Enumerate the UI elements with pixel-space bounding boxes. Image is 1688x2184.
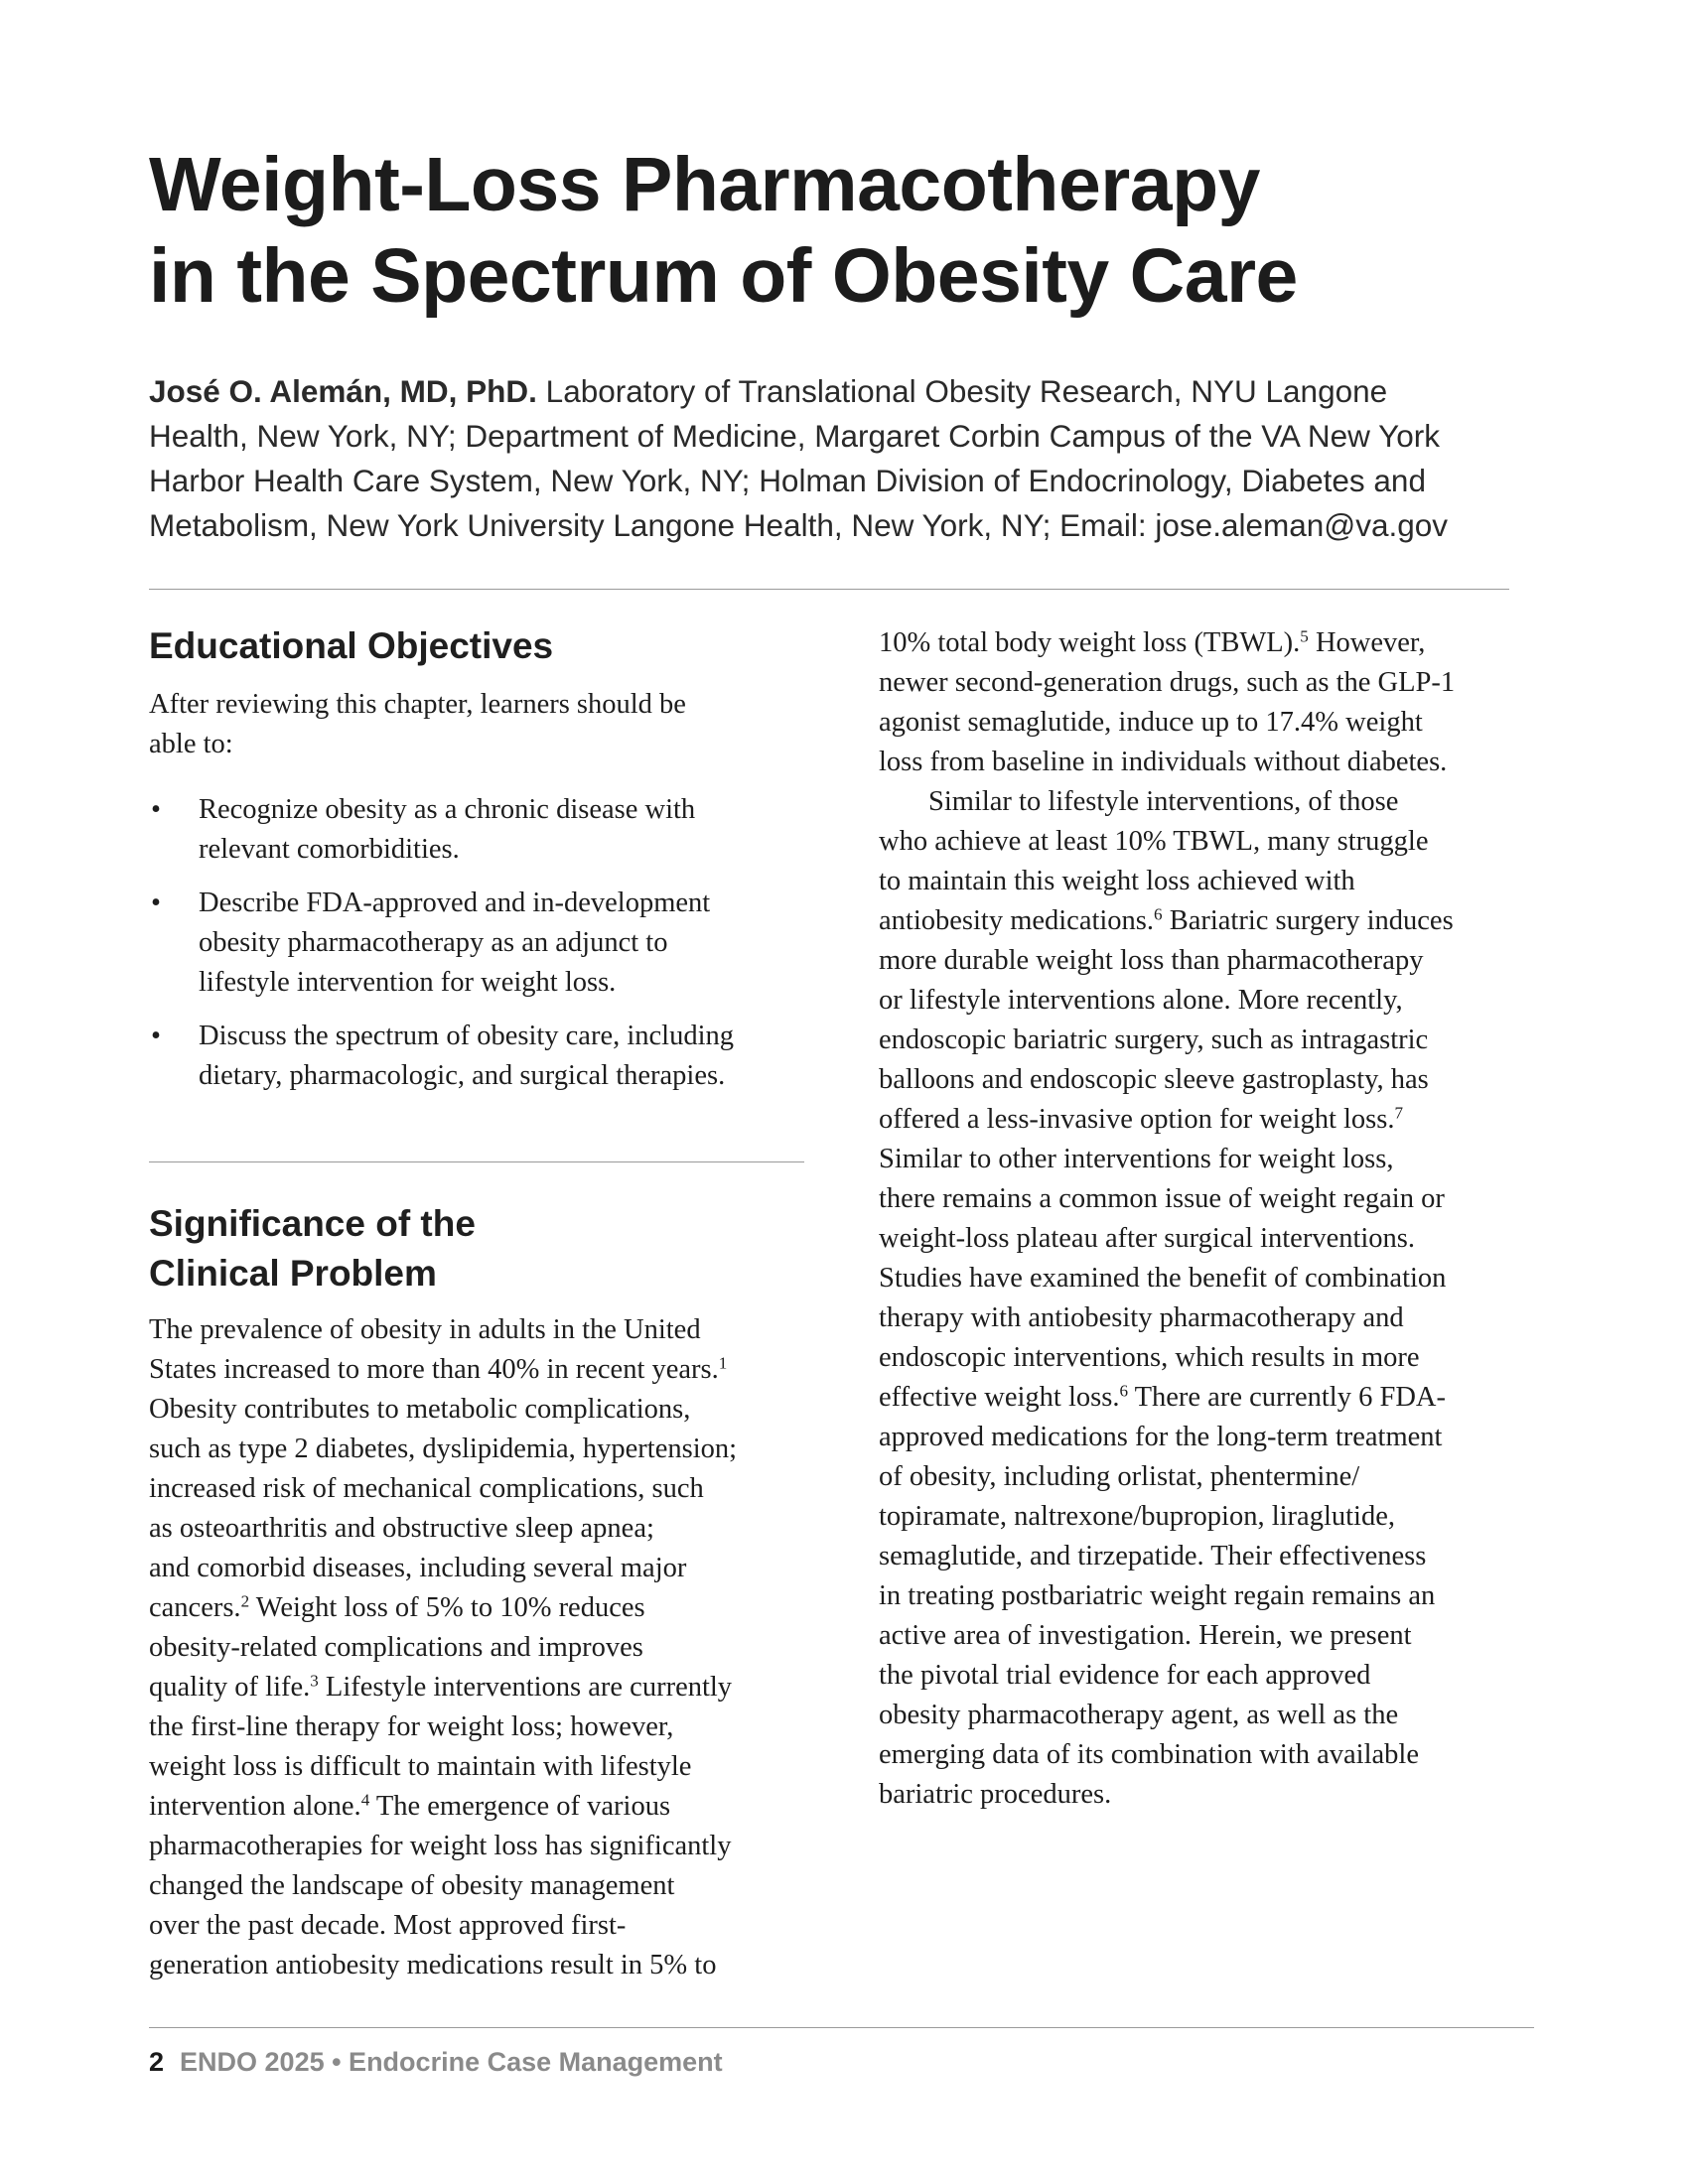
article-title <box>149 139 1559 322</box>
citation-number: 1 <box>718 1353 728 1373</box>
body-line: there remains a common issue of weight regain or <box>879 1183 1445 1214</box>
objectives-intro-line: After reviewing this chapter, learners should be <box>149 689 686 720</box>
body-line: loss from baseline in individuals without diabetes. <box>879 747 1448 777</box>
significance-body-right <box>879 623 1455 1815</box>
page-footer <box>149 2047 723 2078</box>
body-line: Obesity contributes to metabolic complications, <box>149 1394 691 1425</box>
body-line: the first-line therapy for weight loss; however, <box>149 1711 674 1742</box>
body-line: such as type 2 diabetes, dyslipidemia, hypertension; <box>149 1433 738 1464</box>
header-divider <box>149 589 1509 590</box>
body-line: in treating postbariatric weight regain remains an <box>879 1580 1436 1611</box>
body-line: semaglutide, and tirzepatide. Their effectiveness <box>879 1541 1427 1571</box>
citation-number: 2 <box>240 1591 250 1611</box>
body-line: who achieve at least 10% TBWL, many struggle <box>879 826 1429 857</box>
body-line: the pivotal trial evidence for each approved <box>879 1660 1371 1691</box>
body-line: over the past decade. Most approved first- <box>149 1910 627 1941</box>
bullet-icon: • <box>151 887 161 918</box>
body-line: cancers.$^2$ Weight loss of 5% to 10% reduces <box>149 1591 645 1623</box>
objective-item: • Discuss the spectrum of obesity care, including dietary, pharmacologic, and surgical therapies. <box>149 1017 824 1096</box>
author-affiliation-line-3: Harbor Health Care System, New York, NY; Holman Division of Endocrinology, Diabetes and <box>149 463 1426 498</box>
body-line: more durable weight loss than pharmacotherapy <box>879 945 1424 976</box>
objectives-intro <box>149 685 686 764</box>
body-line: active area of investigation. Herein, we present <box>879 1620 1412 1651</box>
body-line: intervention alone.$^4$ The emergence of various <box>149 1790 671 1822</box>
author-affiliation-line-4: Metabolism, New York University Langone Health, New York, NY; Email: jose.aleman@va.gov <box>149 507 1449 543</box>
body-line: quality of life.$^3$ Lifestyle interventions are currently <box>149 1671 733 1703</box>
objective-item: • Recognize obesity as a chronic disease with relevant comorbidities. <box>149 790 824 870</box>
citation-number: 5 <box>1300 626 1309 646</box>
body-line: therapy with antiobesity pharmacotherapy and <box>879 1302 1404 1333</box>
body-line: pharmacotherapies for weight loss has significantly <box>149 1831 732 1861</box>
body-line: antiobesity medications.$^6$ Bariatric surgery induces <box>879 904 1454 936</box>
citation-number: 7 <box>1394 1103 1404 1123</box>
body-line: balloons and endoscopic sleeve gastroplasty, has <box>879 1064 1429 1095</box>
objective-item: • Describe FDA-approved and in-development obesity pharmacotherapy as an adjunct to lifestyle intervention for weight loss. <box>149 884 824 1003</box>
page-number: 2 <box>149 2047 165 2077</box>
body-line: emerging data of its combination with available <box>879 1739 1419 1770</box>
objectives-heading: Educational Objectives <box>149 625 554 666</box>
objectives-divider <box>149 1161 804 1162</box>
body-line: effective weight loss.$^6$ There are currently 6 FDA- <box>879 1381 1446 1413</box>
body-line: generation antiobesity medications result in 5% to <box>149 1950 717 1980</box>
author-affiliation-line-2: Health, New York, NY; Department of Medicine, Margaret Corbin Campus of the VA New York <box>149 418 1440 454</box>
body-line: topiramate, naltrexone/bupropion, liraglutide, <box>879 1501 1395 1532</box>
body-line: increased risk of mechanical complications, such <box>149 1473 704 1504</box>
body-line: newer second-generation drugs, such as the GLP-1 <box>879 667 1456 698</box>
citation-number: 4 <box>360 1790 370 1810</box>
body-line: Similar to lifestyle interventions, of those <box>928 786 1399 817</box>
body-line: endoscopic bariatric surgery, such as intragastric <box>879 1024 1429 1055</box>
bullet-icon: • <box>151 1021 161 1051</box>
body-line: obesity pharmacotherapy agent, as well as the <box>879 1700 1399 1730</box>
body-line: 10% total body weight loss (TBWL).$^5$ However, <box>879 626 1426 658</box>
body-line: obesity-related complications and improves <box>149 1632 643 1663</box>
bullet-icon: • <box>151 794 161 825</box>
body-line: Similar to other interventions for weight loss, <box>879 1144 1394 1174</box>
body-line: weight loss is difficult to maintain with lifestyle <box>149 1751 692 1782</box>
body-line: changed the landscape of obesity management <box>149 1870 675 1901</box>
body-line: bariatric procedures. <box>879 1779 1112 1810</box>
author-affiliation-line-1: Laboratory of Translational Obesity Research, NYU Langone <box>536 373 1388 409</box>
body-line: or lifestyle interventions alone. More recently, <box>879 985 1403 1016</box>
citation-number: 6 <box>1119 1381 1128 1401</box>
title-line-1: Weight-Loss Pharmacotherapy <box>149 142 1260 227</box>
body-line: of obesity, including orlistat, phentermine/ <box>879 1461 1360 1492</box>
body-line: offered a less-invasive option for weight loss.$^7$ <box>879 1103 1404 1135</box>
body-line: endoscopic interventions, which results in more <box>879 1342 1420 1373</box>
objectives-intro-line: able to: <box>149 729 233 759</box>
publication-name: ENDO 2025 • Endocrine Case Management <box>180 2047 723 2077</box>
body-line: to maintain this weight loss achieved with <box>879 866 1355 896</box>
body-line: Studies have examined the benefit of combination <box>879 1263 1447 1294</box>
citation-number: 3 <box>310 1671 319 1691</box>
title-line-2: in the Spectrum of Obesity Care <box>149 233 1298 319</box>
body-line: The prevalence of obesity in adults in the United <box>149 1314 701 1345</box>
body-line: approved medications for the long-term treatment <box>879 1422 1443 1452</box>
author-affiliation <box>149 369 1559 548</box>
footer-divider <box>149 2027 1534 2028</box>
objectives-list <box>149 790 824 1110</box>
body-line: weight-loss plateau after surgical interventions. <box>879 1223 1416 1254</box>
author-name: José O. Alemán, MD, PhD. <box>149 373 537 409</box>
citation-number: 6 <box>1154 904 1163 924</box>
body-line: as osteoarthritis and obstructive sleep apnea; <box>149 1513 654 1544</box>
body-line: agonist semaglutide, induce up to 17.4% weight <box>879 707 1423 738</box>
significance-heading: Significance of the Clinical Problem <box>149 1203 476 1294</box>
body-line: and comorbid diseases, including several major <box>149 1553 687 1583</box>
significance-body-left <box>149 1310 737 1985</box>
body-line: States increased to more than 40% in recent years.$^1$ <box>149 1353 728 1385</box>
